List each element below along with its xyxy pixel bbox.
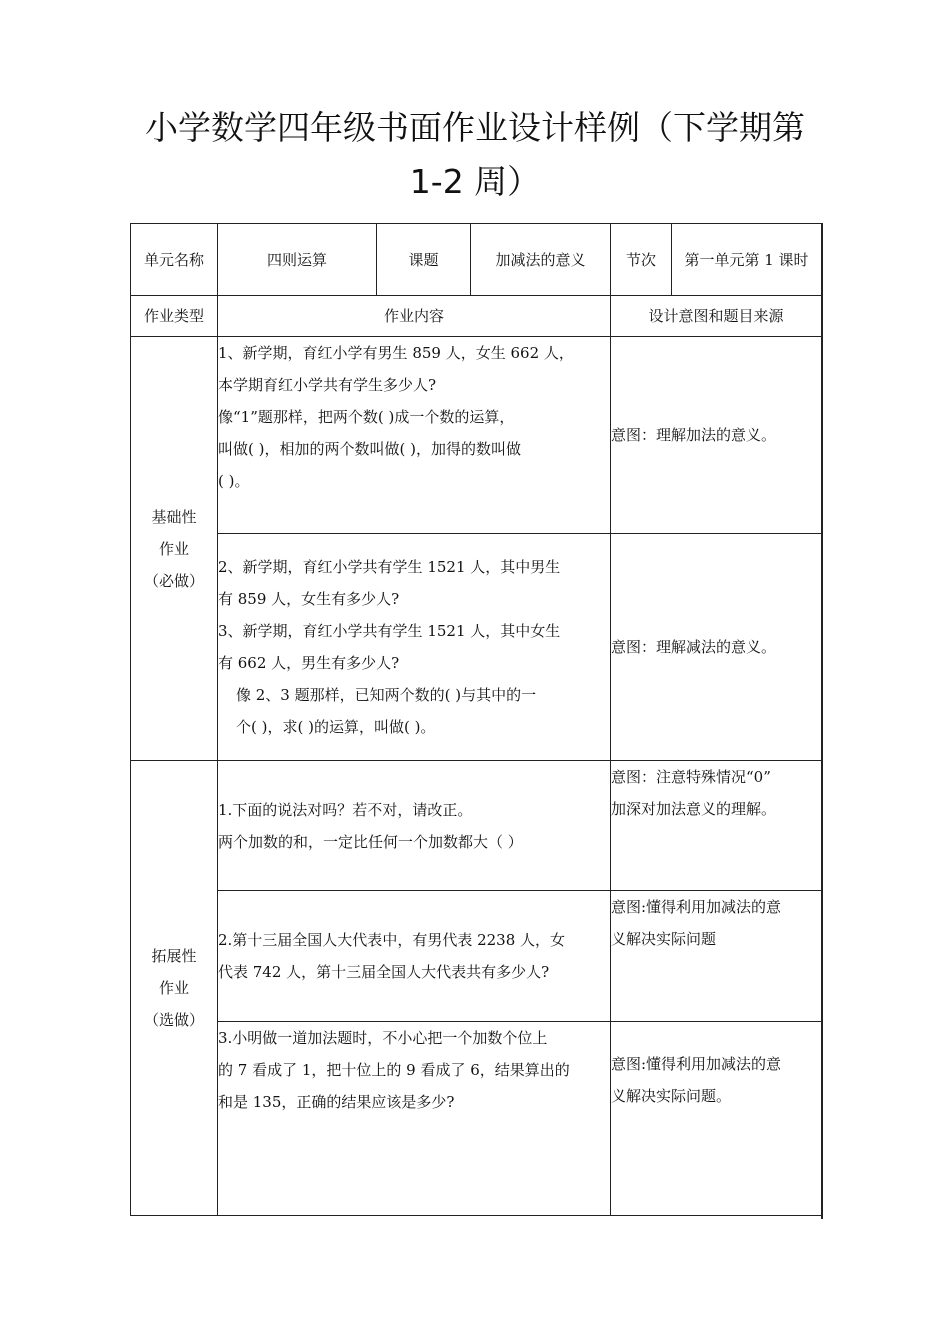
content-column-header: 作业内容 <box>218 296 611 337</box>
extended-intent-2 <box>611 891 822 1022</box>
intent-line: 义解决实际问题 <box>611 930 717 948</box>
table-right-edge-line <box>821 223 823 1219</box>
type-column-header: 作业类型 <box>131 296 218 337</box>
page-title-line-2: 1-2 周） <box>409 162 541 201</box>
intent-line: 意图：注意特殊情况“0” <box>611 768 771 786</box>
content-line: 像 2、3 题那样，已知两个数的( )与其中的一 <box>236 686 537 704</box>
intent-line: 加深对加法意义的理解。 <box>611 800 777 818</box>
content-line: 1、新学期，育红小学有男生 859 人，女生 662 人， <box>218 344 574 362</box>
intent-column-header: 设计意图和题目来源 <box>611 296 822 337</box>
content-line: 1.下面的说法对吗？若不对，请改正。 <box>218 800 473 819</box>
content-line: 3.小明做一道加法题时，不小心把一个加数个位上 <box>218 1029 548 1047</box>
column-header-row <box>131 296 822 337</box>
content-line: 个( )，求( )的运算，叫做( )。 <box>236 718 436 736</box>
extended-content-2 <box>218 891 611 1022</box>
extended-type-line: （选做） <box>143 1011 204 1029</box>
extended-type-line: 作业 <box>158 979 189 997</box>
basic-type-cell <box>131 337 218 761</box>
content-line: 2、新学期，育红小学共有学生 1521 人，其中男生 <box>218 558 561 576</box>
basic-content-2 <box>218 534 611 761</box>
extended-content-3 <box>218 1022 611 1216</box>
content-line: ( )。 <box>218 472 250 490</box>
basic-type-line: （必做） <box>143 571 204 590</box>
basic-content-1 <box>218 337 611 534</box>
content-line: 像“1”题那样，把两个数( )成一个数的运算， <box>218 408 515 426</box>
extended-row-2 <box>131 891 822 1022</box>
content-line: 的 7 看成了 1，把十位上的 9 看成了 6，结果算出的 <box>218 1061 570 1079</box>
unit-name-value: 四则运算 <box>218 224 377 296</box>
content-line: 代表 742 人，第十三届全国人大代表共有多少人? <box>218 963 550 981</box>
extended-content-1 <box>218 761 611 891</box>
basic-type-line: 作业 <box>158 539 189 558</box>
extended-intent-1 <box>611 761 822 891</box>
content-line: 叫做( )，相加的两个数叫做( )，加得的数叫做 <box>218 440 521 458</box>
basic-intent-1: 意图：理解加法的意义。 <box>611 337 822 534</box>
topic-value: 加减法的意义 <box>471 224 611 296</box>
session-label: 节次 <box>611 224 672 296</box>
intent-line: 意图:懂得利用加减法的意 <box>611 1055 782 1073</box>
basic-row-1 <box>131 337 822 534</box>
basic-intent-2: 意图：理解减法的意义。 <box>611 534 822 761</box>
basic-type-line: 基础性 <box>151 507 197 526</box>
session-value: 第一单元第 1 课时 <box>672 224 822 296</box>
extended-row-1 <box>131 761 822 891</box>
intent-line: 意图:懂得利用加减法的意 <box>611 898 782 916</box>
basic-row-2 <box>131 534 822 761</box>
page-title-line-1: 小学数学四年级书面作业设计样例（下学期第 <box>145 108 805 147</box>
extended-row-3 <box>131 1022 822 1216</box>
homework-design-table <box>130 223 822 1216</box>
content-line: 两个加数的和，一定比任何一个加数都大（ ） <box>218 832 523 851</box>
content-line: 和是 135，正确的结果应该是多少? <box>218 1093 455 1111</box>
topic-label: 课题 <box>377 224 471 296</box>
content-line: 本学期育红小学共有学生多少人? <box>218 376 437 394</box>
extended-type-line: 拓展性 <box>151 947 197 965</box>
intent-line: 义解决实际问题。 <box>611 1087 732 1105</box>
content-line: 有 859 人，女生有多少人? <box>218 590 400 608</box>
extended-intent-3 <box>611 1022 822 1216</box>
content-line: 有 662 人，男生有多少人? <box>218 654 400 672</box>
unit-name-label: 单元名称 <box>131 224 218 296</box>
content-line: 3、新学期，育红小学共有学生 1521 人，其中女生 <box>218 622 561 640</box>
content-line: 2.第十三届全国人大代表中，有男代表 2238 人，女 <box>218 931 566 949</box>
header-row <box>131 224 822 296</box>
extended-type-cell <box>131 761 218 1216</box>
